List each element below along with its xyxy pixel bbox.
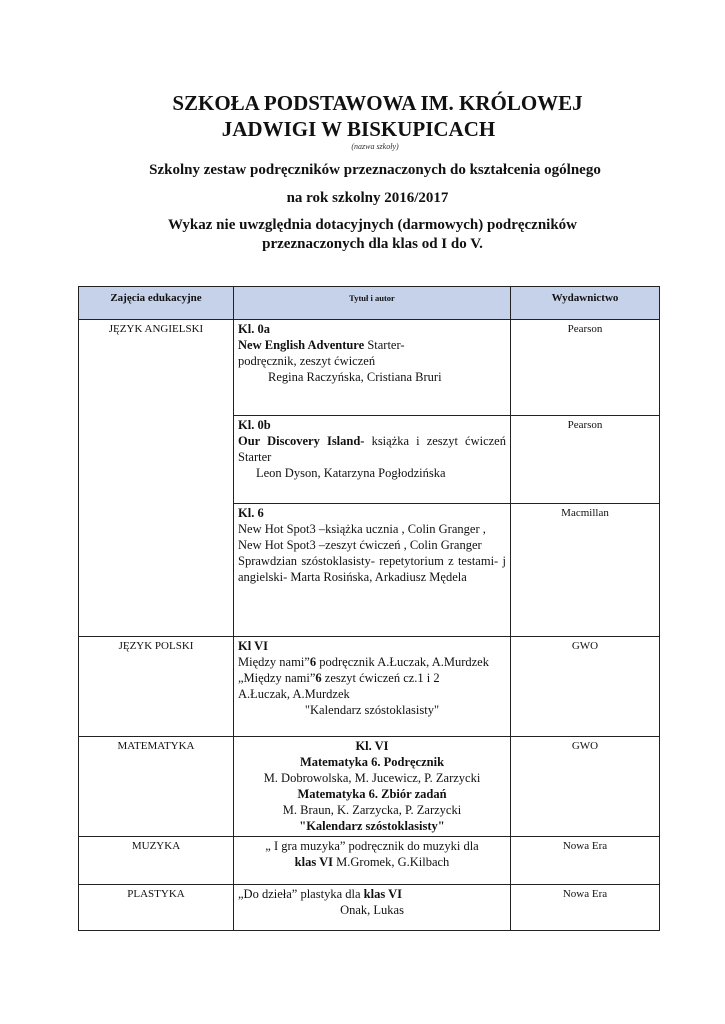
class-label: klas VI [363,887,402,901]
header-subject: Zajęcia edukacyjne [79,287,234,320]
book-author: M. Braun, K. Zarzycka, P. Zarzycki [282,803,462,817]
table-row [79,837,660,885]
publisher-cell: Macmillan [511,504,660,637]
book-title: Matematyka 6. Podręcznik [299,755,445,769]
book-title: Między nami” [238,655,310,669]
textbook-table [78,286,660,931]
table-row [79,637,660,737]
book-author: Onak, Lukas [340,903,404,917]
book-desc: podręcznik A.Łuczak, A.Murdzek [316,655,489,669]
title-cell [234,504,511,637]
school-name-note: (nazwa szkoły) [351,142,399,151]
book-author: M. Dobrowolska, M. Jucewicz, P. Zarzycki [263,771,481,785]
book-number: 6 [315,671,322,685]
class-label: Kl. 0a [238,322,270,336]
title-cell [234,885,511,931]
publisher-cell: GWO [511,637,660,737]
publisher-cell: Pearson [511,416,660,504]
book-title: Our Discovery Island- [238,434,365,448]
book-title-rest: książka i zeszyt ćwiczeń Starter [238,434,506,464]
book-author: M.Gromek, G.Kilbach [333,855,450,869]
class-label: Kl. 6 [238,506,264,520]
title-cell [234,737,511,837]
header-title-author: Tytuł i autor [234,287,511,320]
book-desc: zeszyt ćwiczeń cz.1 i 2 [321,671,440,685]
book-line: Sprawdzian szóstoklasisty- repetytorium z testami- j angielski- Marta Rosińska, Arkadiusz Mędela [238,554,506,584]
table-row [79,320,660,416]
book-line: New Hot Spot3 –książka ucznia , Colin Granger , [238,522,486,536]
book-author: Leon Dyson, Katarzyna Pogłodzińska [256,466,446,480]
school-year: na rok szkolny 2016/2017 [286,190,449,206]
table-row [79,885,660,931]
title-cell [234,637,511,737]
book-title: "Kalendarz szóstoklasisty" [304,703,440,717]
notice [0,216,725,254]
subject-cell: PLASTYKA [79,885,234,931]
book-title: Matematyka 6. Zbiór zadań [297,787,447,801]
book-desc: podręcznik, zeszyt ćwiczeń [238,354,376,368]
header-publisher: Wydawnictwo [511,287,660,320]
publisher-cell: GWO [511,737,660,837]
book-title: „Między nami” [238,671,316,685]
book-title: New English Adventure [238,338,365,352]
school-name-line2: JADWIGI W BISKUPICACH [221,117,496,141]
publisher-cell: Nowa Era [511,885,660,931]
school-name-line1: SZKOŁA PODSTAWOWA IM. KRÓLOWEJ [172,91,583,115]
subtitle: Szkolny zestaw podręczników przeznaczonych do kształcenia ogólnego [149,162,601,178]
class-label: Kl. VI [355,739,389,753]
subject-cell: JĘZYK POLSKI [79,637,234,737]
class-label: Kl. 0b [238,418,271,432]
title-cell [234,416,511,504]
class-label: klas VI [294,855,334,869]
notice-line1: Wykaz nie uwzględnia dotacyjnych (darmowych) podręczników [167,217,578,233]
book-line [238,854,506,870]
subject-cell: MUZYKA [79,837,234,885]
book-line [238,654,506,670]
title-cell [234,320,511,416]
book-title-line [238,433,506,465]
book-title-rest: Starter- [364,338,405,352]
table-header-row [79,287,660,320]
notice-line2: przeznaczonych dla klas od I do V. [262,236,483,252]
book-title: "Kalendarz szóstoklasisty" [299,819,445,833]
book-line: New Hot Spot3 –zeszyt ćwiczeń , Colin Granger [238,538,482,552]
book-line [238,671,440,685]
publisher-cell: Nowa Era [511,837,660,885]
book-title: „Do dzieła” plastyka dla [238,887,364,901]
class-label: Kl VI [238,639,268,653]
book-title: „ I gra muzyka” podręcznik do muzyki dla [265,839,479,853]
book-author: A.Łuczak, A.Murdzek [238,687,350,701]
subject-cell: MATEMATYKA [79,737,234,837]
table-row [79,737,660,837]
subject-cell: JĘZYK ANGIELSKI [79,320,234,637]
publisher-cell: Pearson [511,320,660,416]
book-number: 6 [309,655,317,669]
school-name [0,90,725,142]
book-author: Regina Raczyńska, Cristiana Bruri [268,370,442,384]
title-cell [234,837,511,885]
